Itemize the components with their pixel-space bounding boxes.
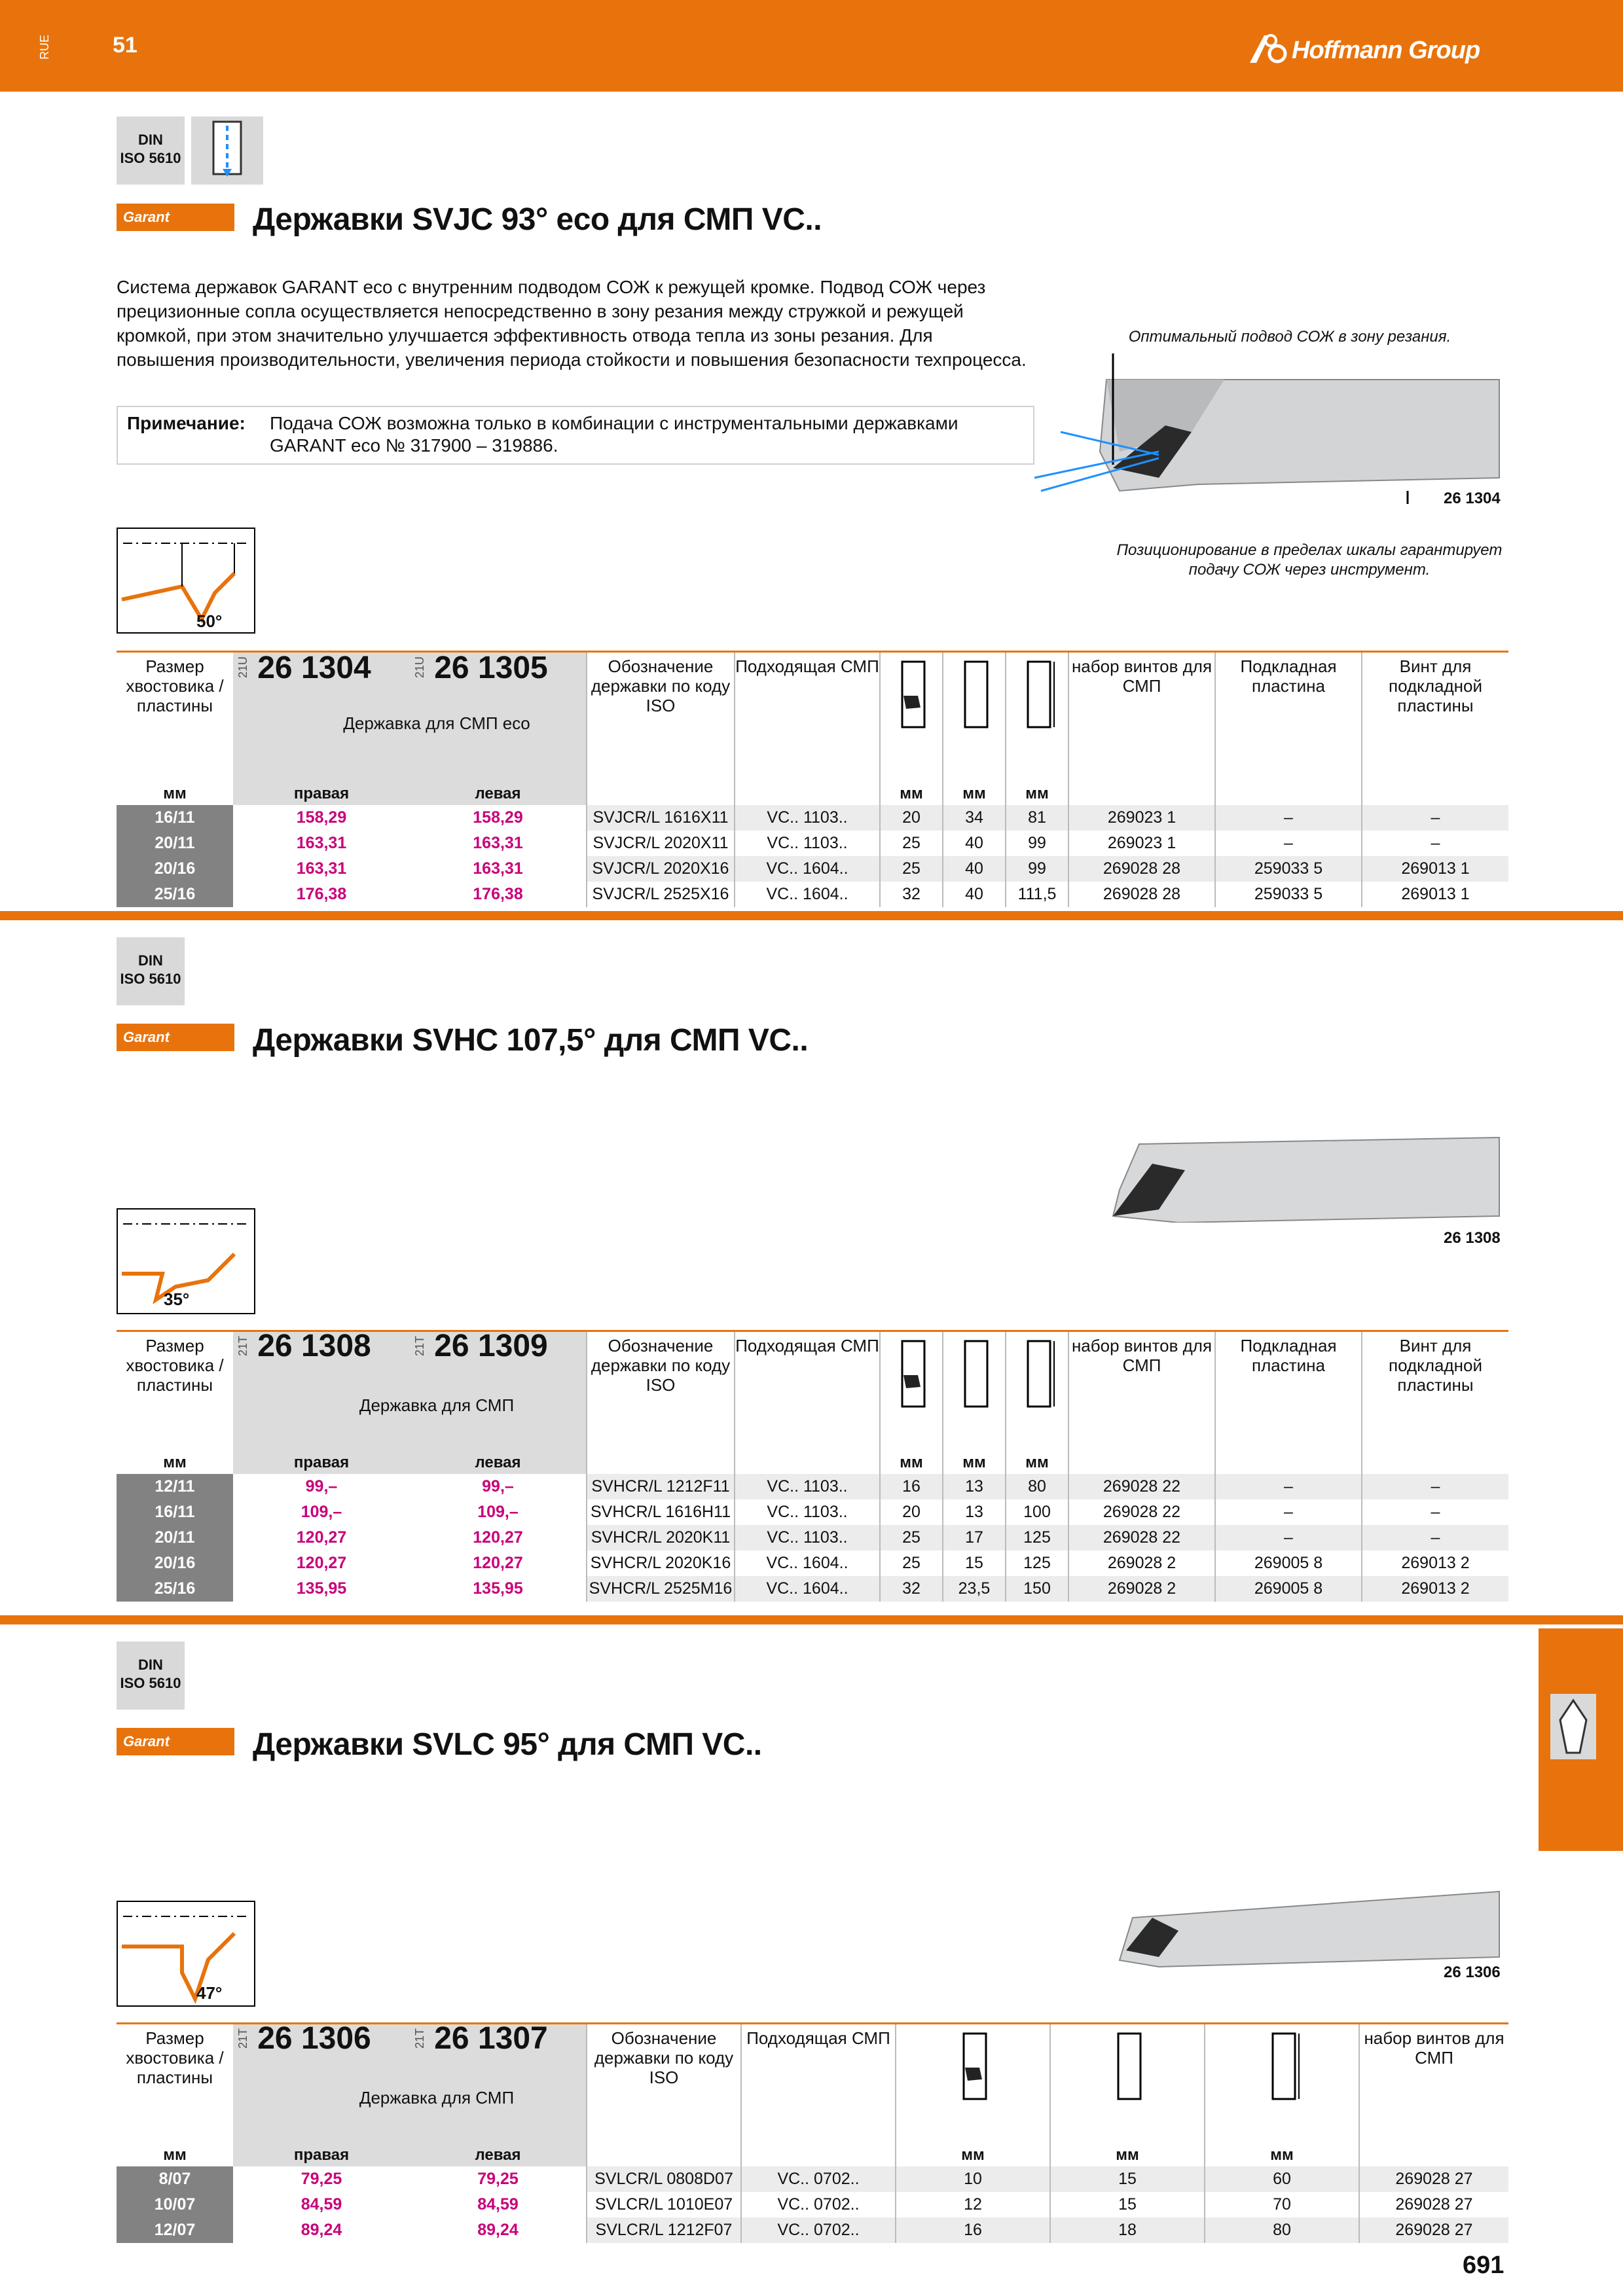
table-cell: 259033 5 [1215, 856, 1362, 882]
product-image-svhc [1100, 1131, 1506, 1223]
right-label: правая [233, 2144, 410, 2166]
table-cell: SVJCR/L 1616X11 [587, 805, 735, 831]
table-row [117, 1576, 1508, 1602]
cell-price-right: 120,27 [233, 1551, 410, 1576]
table-cell: 25 [880, 1551, 943, 1576]
description: Система державок GARANT eco с внутренним подводом СОЖ к режущей кромке. Подвод СОЖ через прецизионные сопла осуществляется непосредственно в зону резания между стружкой и режущей кромкой, при этом значительно улучшается эффективность отвода тепла из зоны резания. Для повышения производительности, увеличения периода стойкости и повышения безопасности техпроцесса. [117, 277, 1027, 370]
table-row [117, 1499, 1508, 1525]
table-cell: 269028 28 [1068, 856, 1215, 882]
table-cell: 13 [943, 1474, 1006, 1499]
code-left: 21T [413, 2028, 426, 2049]
code-right: 21T [236, 2028, 249, 2049]
dim-icon-f [943, 652, 1006, 783]
table-body [117, 805, 1508, 907]
cell-price-left: 109,– [410, 1499, 587, 1525]
table-cell: 269028 27 [1359, 2192, 1508, 2217]
col-size: Размер хвостовика / пластины [126, 656, 224, 715]
artno-left: 26 1305 [434, 651, 548, 686]
artno-left: 26 1307 [434, 2021, 548, 2056]
table-cell: 100 [1006, 1499, 1068, 1525]
table-cell: VC.. 0702.. [741, 2217, 896, 2243]
artno-right: 26 1306 [257, 2021, 371, 2056]
section-title: Державки SVHC 107,5° для СМП VC.. [253, 1023, 809, 1058]
table-cell: 269028 2 [1068, 1551, 1215, 1576]
table-body [117, 2166, 1508, 2243]
table-cell: 32 [880, 882, 943, 907]
table-row [117, 1525, 1508, 1551]
table-cell: VC.. 1103.. [735, 831, 880, 856]
table-cell: – [1215, 1525, 1362, 1551]
table-cell: 269028 22 [1068, 1474, 1215, 1499]
table-cell: – [1362, 1474, 1508, 1499]
unit-label: мм [163, 1453, 187, 1471]
table-cell: 32 [880, 1576, 943, 1602]
table-cell: 269028 22 [1068, 1499, 1215, 1525]
note-text: Подача СОЖ возможна только в комбинации с инструментальными державками GARANT eco № 317900 – 319886. [270, 413, 958, 456]
cell-size: 25/16 [117, 882, 233, 907]
table-cell: 259033 5 [1215, 882, 1362, 907]
din-badge [117, 1641, 185, 1710]
table-row [117, 831, 1508, 856]
table-cell: 25 [880, 1525, 943, 1551]
dim-icon-h [880, 652, 943, 783]
cell-price-left: 84,59 [410, 2192, 587, 2217]
table-cell: SVHCR/L 1212F11 [587, 1474, 735, 1499]
table-cell: 10 [896, 2166, 1050, 2192]
product-table [117, 2022, 1508, 2243]
col-insert: Подходящая СМП [741, 2024, 896, 2144]
unit-label: мм [896, 2144, 1050, 2166]
col-screws: набор винтов для СМП [1068, 652, 1215, 783]
table-cell: 269028 22 [1068, 1525, 1215, 1551]
cell-size: 20/11 [117, 831, 233, 856]
table-cell: SVHCR/L 2020K16 [587, 1551, 735, 1576]
col-iso: Обозначение державки по коду ISO [587, 652, 735, 783]
table-cell: SVJCR/L 2525X16 [587, 882, 735, 907]
table-subtitle: Державка для СМП eco [343, 713, 530, 733]
table-cell: 269028 2 [1068, 1576, 1215, 1602]
garant-logo: Garant [117, 204, 234, 231]
col-shim: Подкладная пластина [1215, 652, 1362, 783]
table-cell: 99 [1006, 856, 1068, 882]
table-cell: VC.. 1604.. [735, 1551, 880, 1576]
left-label: левая [410, 2144, 587, 2166]
table-row [117, 882, 1508, 907]
image-article-number: 26 1308 [1444, 1229, 1501, 1247]
image-article-number: 26 1306 [1444, 1964, 1501, 1981]
table-cell: 150 [1006, 1576, 1068, 1602]
dim-icon-l [1006, 652, 1068, 783]
table-cell: VC.. 1103.. [735, 805, 880, 831]
cell-size: 20/11 [117, 1525, 233, 1551]
angle-diagram [117, 528, 255, 634]
garant-logo: Garant [117, 1728, 234, 1755]
cell-price-left: 176,38 [410, 882, 587, 907]
col-screws: набор винтов для СМП [1359, 2024, 1508, 2144]
table-row [117, 805, 1508, 831]
angle-label: 50° [196, 611, 223, 631]
section-divider [0, 911, 1623, 920]
table-cell: VC.. 0702.. [741, 2166, 896, 2192]
table-row [117, 2192, 1508, 2217]
cell-price-right: 79,25 [233, 2166, 410, 2192]
cell-size: 16/11 [117, 805, 233, 831]
table-cell: 111,5 [1006, 882, 1068, 907]
table-cell: 40 [943, 882, 1006, 907]
table-row [117, 1551, 1508, 1576]
hoffmann-logo [1247, 33, 1480, 65]
table-cell: VC.. 1604.. [735, 882, 880, 907]
table-cell: – [1215, 805, 1362, 831]
table-cell: 16 [896, 2217, 1050, 2243]
cell-price-left: 120,27 [410, 1551, 587, 1576]
table-cell: 13 [943, 1499, 1006, 1525]
table-cell: 23,5 [943, 1576, 1006, 1602]
unit-label: мм [1006, 783, 1068, 805]
table-subtitle: Державка для СМП [359, 1395, 515, 1415]
table-body [117, 1474, 1508, 1602]
table-cell: VC.. 1604.. [735, 856, 880, 882]
iso-label: ISO 5610 [120, 1675, 181, 1691]
table-cell: 15 [943, 1551, 1006, 1576]
artno-right: 26 1304 [257, 651, 371, 686]
section-divider [0, 1615, 1623, 1624]
cell-size: 20/16 [117, 1551, 233, 1576]
table-cell: SVLCR/L 1212F07 [587, 2217, 741, 2243]
table-cell: 20 [880, 1499, 943, 1525]
cell-price-right: 163,31 [233, 831, 410, 856]
caption-bottom: Позиционирование в пределах шкалы гарантирует подачу СОЖ через инструмент. [1116, 541, 1503, 579]
table-cell: 269013 2 [1362, 1551, 1508, 1576]
table-cell: 25 [880, 856, 943, 882]
table-cell: 80 [1006, 1474, 1068, 1499]
table-cell: 15 [1050, 2166, 1205, 2192]
table-subtitle: Державка для СМП [359, 2088, 515, 2108]
cell-price-right: 135,95 [233, 1576, 410, 1602]
cell-price-left: 135,95 [410, 1576, 587, 1602]
table-cell: – [1362, 831, 1508, 856]
cell-size: 20/16 [117, 856, 233, 882]
table-cell: VC.. 1103.. [735, 1525, 880, 1551]
product-table [117, 1330, 1508, 1602]
dim-icon-h [880, 1331, 943, 1452]
cell-price-right: 163,31 [233, 856, 410, 882]
iso-label: ISO 5610 [120, 971, 181, 987]
dim-icon-l [1205, 2024, 1359, 2144]
product-image-eco [1028, 353, 1512, 504]
col-insert: Подходящая СМП [735, 1331, 880, 1452]
unit-label: мм [1050, 2144, 1205, 2166]
unit-label: мм [1205, 2144, 1359, 2166]
note-box [117, 406, 1034, 465]
language-code: RUE [38, 35, 51, 60]
table-cell: 125 [1006, 1551, 1068, 1576]
din-label: DIN [138, 1657, 163, 1673]
artno-left: 26 1309 [434, 1329, 548, 1364]
dim-icon-l [1006, 1331, 1068, 1452]
note-label: Примечание: [127, 413, 246, 433]
table-cell: 80 [1205, 2217, 1359, 2243]
table-cell: 125 [1006, 1525, 1068, 1551]
table-cell: VC.. 0702.. [741, 2192, 896, 2217]
cell-price-right: 109,– [233, 1499, 410, 1525]
unit-label: мм [163, 784, 187, 802]
unit-label: мм [943, 1452, 1006, 1474]
dim-icon-f [943, 1331, 1006, 1452]
unit-label: мм [163, 2145, 187, 2164]
code-left: 21U [413, 656, 426, 679]
col-right [233, 2021, 410, 2144]
angle-label: 35° [164, 1289, 190, 1309]
col-shimscrew: Винт для подкладной пластины [1362, 1331, 1508, 1452]
cell-price-left: 99,– [410, 1474, 587, 1499]
coolant-icon [191, 117, 263, 185]
angle-label: 47° [196, 1983, 223, 2003]
table-cell: 269028 27 [1359, 2166, 1508, 2192]
cell-size: 12/07 [117, 2217, 233, 2243]
cell-price-left: 120,27 [410, 1525, 587, 1551]
table-cell: 81 [1006, 805, 1068, 831]
cell-price-left: 79,25 [410, 2166, 587, 2192]
cell-price-left: 163,31 [410, 831, 587, 856]
din-label: DIN [138, 132, 163, 148]
din-label: DIN [138, 952, 163, 969]
table-cell: SVHCR/L 2525M16 [587, 1576, 735, 1602]
unit-label: мм [943, 783, 1006, 805]
table-cell: VC.. 1604.. [735, 1576, 880, 1602]
table-cell: VC.. 1103.. [735, 1499, 880, 1525]
cell-price-right: 84,59 [233, 2192, 410, 2217]
side-tab [1539, 1628, 1623, 1851]
left-label: левая [410, 783, 587, 805]
table-cell: – [1215, 831, 1362, 856]
code-left: 21T [413, 1336, 426, 1357]
din-badge [117, 117, 185, 185]
right-label: правая [233, 1452, 410, 1474]
table-cell: 34 [943, 805, 1006, 831]
din-badge [117, 937, 185, 1005]
cell-size: 12/11 [117, 1474, 233, 1499]
code-right: 21U [236, 656, 249, 679]
cell-price-right: 176,38 [233, 882, 410, 907]
table-cell: SVJCR/L 2020X16 [587, 856, 735, 882]
table-cell: 15 [1050, 2192, 1205, 2217]
col-size: Размер хвостовика / пластины [126, 1336, 224, 1395]
table-cell: SVLCR/L 0808D07 [587, 2166, 741, 2192]
table-cell: – [1362, 805, 1508, 831]
table-cell: 60 [1205, 2166, 1359, 2192]
cell-price-right: 89,24 [233, 2217, 410, 2243]
table-cell: 269005 8 [1215, 1551, 1362, 1576]
table-cell: 25 [880, 831, 943, 856]
table-cell: 70 [1205, 2192, 1359, 2217]
brand-name: Hoffmann Group [1292, 37, 1480, 64]
unit-label: мм [880, 783, 943, 805]
col-screws: набор винтов для СМП [1068, 1331, 1215, 1452]
col-insert: Подходящая СМП [735, 652, 880, 783]
col-shim: Подкладная пластина [1215, 1331, 1362, 1452]
page-number-right: 691 [1463, 2251, 1504, 2279]
section-title: Державки SVJC 93° eco для СМП VC.. [253, 202, 822, 237]
cell-size: 25/16 [117, 1576, 233, 1602]
table-cell: 269023 1 [1068, 831, 1215, 856]
table-cell: 99 [1006, 831, 1068, 856]
cell-price-left: 163,31 [410, 856, 587, 882]
col-iso: Обозначение державки по коду ISO [587, 1331, 735, 1452]
table-cell: SVLCR/L 1010E07 [587, 2192, 741, 2217]
right-label: правая [233, 783, 410, 805]
section-title: Державки SVLC 95° для СМП VC.. [253, 1727, 762, 1762]
dim-icon-f [1050, 2024, 1205, 2144]
col-size: Размер хвостовика / пластины [126, 2028, 224, 2087]
table-cell: 40 [943, 831, 1006, 856]
iso-label: ISO 5610 [120, 150, 181, 166]
col-left [410, 2021, 587, 2144]
table-cell: 40 [943, 856, 1006, 882]
table-row [117, 2166, 1508, 2192]
cell-size: 8/07 [117, 2166, 233, 2192]
code-right: 21T [236, 1336, 249, 1357]
col-iso: Обозначение державки по коду ISO [587, 2024, 741, 2144]
table-cell: 269005 8 [1215, 1576, 1362, 1602]
table-cell: 269013 1 [1362, 882, 1508, 907]
table-cell: 12 [896, 2192, 1050, 2217]
angle-diagram [117, 1901, 255, 2007]
table-cell: 17 [943, 1525, 1006, 1551]
hoffmann-logo-icon [1247, 33, 1288, 65]
table-cell: – [1215, 1474, 1362, 1499]
dim-icon-h [896, 2024, 1050, 2144]
table-cell: SVHCR/L 2020K11 [587, 1525, 735, 1551]
table-cell: 18 [1050, 2217, 1205, 2243]
cell-price-right: 120,27 [233, 1525, 410, 1551]
table-cell: 269028 27 [1359, 2217, 1508, 2243]
left-label: левая [410, 1452, 587, 1474]
cell-price-right: 158,29 [233, 805, 410, 831]
cell-price-left: 158,29 [410, 805, 587, 831]
page-number-left: 51 [113, 33, 137, 58]
table-cell: 20 [880, 805, 943, 831]
col-right [233, 1331, 410, 1452]
table-cell: 269023 1 [1068, 805, 1215, 831]
table-cell: – [1362, 1499, 1508, 1525]
turning-tool-icon [1550, 1694, 1596, 1759]
angle-diagram [117, 1208, 255, 1314]
cell-price-right: 99,– [233, 1474, 410, 1499]
cell-price-left: 89,24 [410, 2217, 587, 2243]
caption-top: Оптимальный подвод СОЖ в зону резания. [1128, 328, 1451, 346]
table-cell: 269013 1 [1362, 856, 1508, 882]
image-article-number: 26 1304 [1444, 490, 1501, 507]
table-cell: 16 [880, 1474, 943, 1499]
table-row [117, 1474, 1508, 1499]
artno-right: 26 1308 [257, 1329, 371, 1364]
table-cell: – [1215, 1499, 1362, 1525]
table-cell: VC.. 1103.. [735, 1474, 880, 1499]
cell-size: 16/11 [117, 1499, 233, 1525]
cell-size: 10/07 [117, 2192, 233, 2217]
product-table [117, 651, 1508, 907]
table-cell: SVJCR/L 2020X11 [587, 831, 735, 856]
product-image-svlc [1106, 1878, 1506, 1970]
table-cell: 269013 2 [1362, 1576, 1508, 1602]
table-cell: – [1362, 1525, 1508, 1551]
col-left [410, 1331, 587, 1452]
unit-label: мм [880, 1452, 943, 1474]
garant-logo: Garant [117, 1024, 234, 1051]
table-row [117, 2217, 1508, 2243]
col-shimscrew: Винт для подкладной пластины [1362, 652, 1508, 783]
table-row [117, 856, 1508, 882]
unit-label: мм [1006, 1452, 1068, 1474]
table-cell: 269028 28 [1068, 882, 1215, 907]
table-cell: SVHCR/L 1616H11 [587, 1499, 735, 1525]
